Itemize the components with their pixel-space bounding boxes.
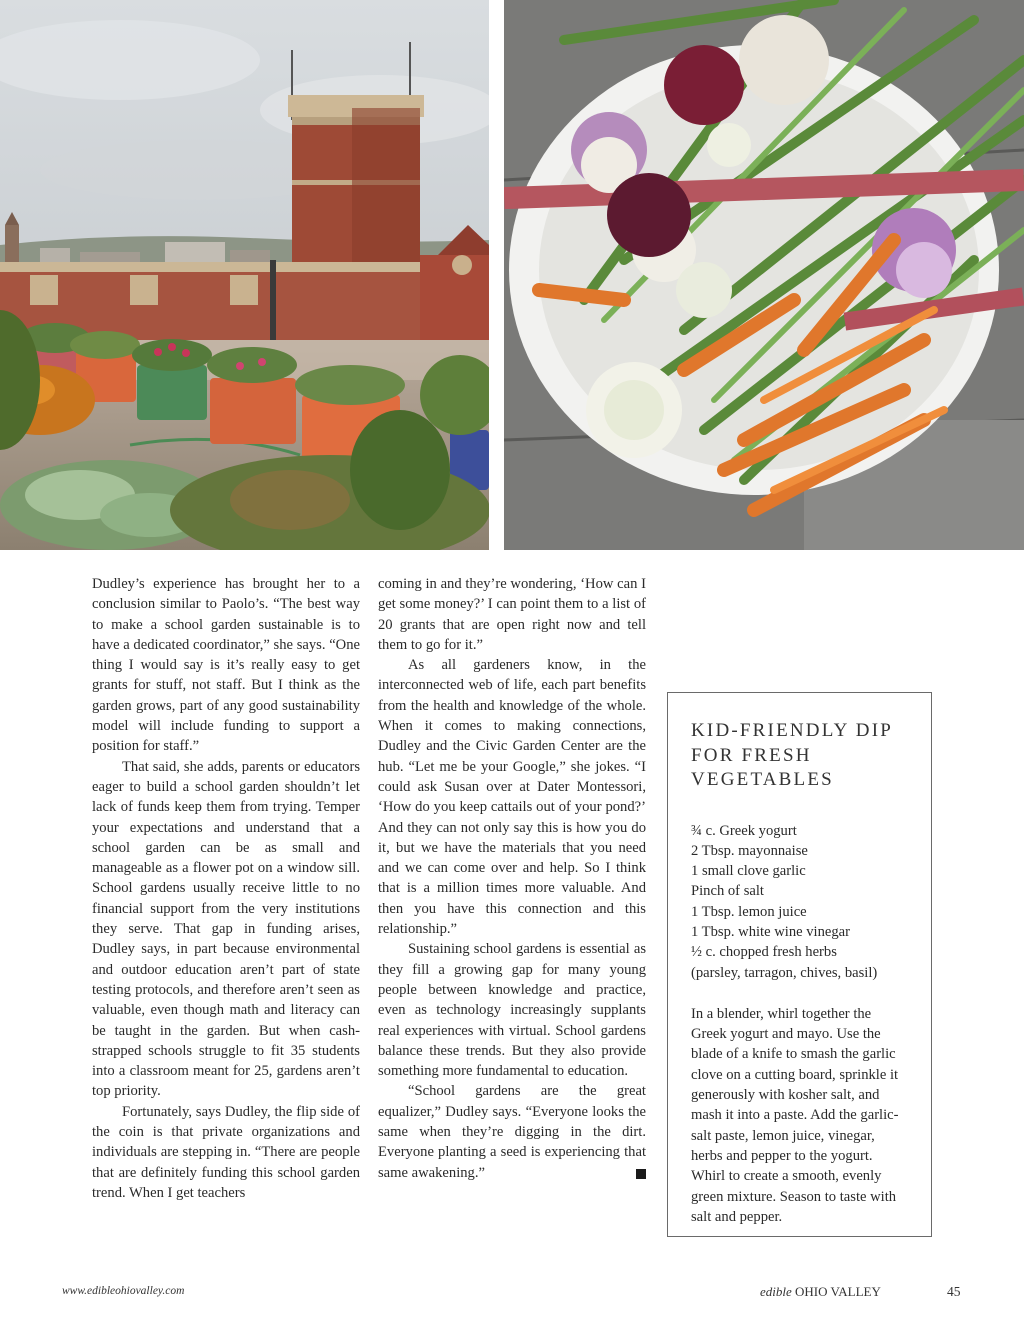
footer-magazine-edible: edible: [760, 1284, 792, 1299]
footer-magazine-region: OHIO VALLEY: [795, 1284, 881, 1299]
rooftop-garden-photo: [0, 0, 489, 550]
end-mark-icon: [636, 1169, 646, 1179]
article-paragraph: Dudley’s experience has brought her to a conclusion similar to Paolo’s. “The best way to make a school garden sustainable is to have a dedicated coordinator,” she says. “One thing I would say is it’s really easy to get grants for stuff, not staff. But I think as the garden grows, part of any good sustainability model will include funding to support a position for staff.”: [92, 576, 360, 755]
ingredient-item: ½ c. chopped fresh herbs: [691, 944, 837, 961]
vegetable-bowl-illustration: [504, 0, 1024, 550]
article-paragraph: Fortunately, says Dudley, the flip side of the coin is that private organizations and individuals are stepping in. “There are people that are definitely funding this school garden trend. When I get teachers: [92, 1103, 360, 1201]
footer-url: www.edibleohiovalley.com: [62, 1285, 185, 1297]
page-number: 45: [947, 1284, 961, 1299]
vegetable-bowl-photo: [504, 0, 1024, 550]
article-column-1: [92, 574, 360, 1203]
ingredient-item: 1 Tbsp. white wine vinegar: [691, 923, 851, 940]
recipe-directions: In a blender, whirl together the Greek yogurt and mayo. Use the blade of a knife to smash the garlic clove on a cutting board, sprinkle it generously with kosher salt, and mash it into a paste. Add the garlic-salt paste, lemon juice, vinegar, herbs and pepper to the yogurt. Whirl to create a smooth, evenly green mixture. Season to taste with salt and pepper.: [691, 1005, 899, 1225]
recipe-box: [667, 692, 932, 1237]
ingredient-item: 1 Tbsp. lemon juice: [691, 903, 807, 920]
ingredient-item: Pinch of salt: [691, 883, 764, 900]
article-column-2: [378, 574, 646, 1183]
article-paragraph-text: “School gardens are the great equalizer,” Dudley says. “Everyone looks the same when they’re digging in the dirt. Everyone planting a seed is experiencing that same awakening.”: [378, 1083, 646, 1181]
article-paragraph-last: [378, 1081, 646, 1182]
rooftop-garden-illustration: [0, 0, 489, 550]
footer-magazine-name: [760, 1284, 881, 1300]
article-paragraph: coming in and they’re wondering, ‘How can I get some money?’ I can point them to a list of 20 grants that are open right now and tell them to go for it.”: [378, 576, 646, 653]
ingredient-item: ¾ c. Greek yogurt: [691, 822, 797, 839]
article-paragraph: Sustaining school gardens is essential as they fill a growing gap for many young people between knowledge and practice, even as technology increasingly supplants real experiences with virtual. School gardens balance these trends. But they also provide something more fundamental to education.: [378, 941, 646, 1080]
ingredient-list: [691, 821, 909, 983]
ingredient-item: 2 Tbsp. mayonnaise: [691, 842, 808, 859]
article-paragraph: As all gardeners know, in the interconnected web of life, each part benefits from the health and knowledge of the whole. When it comes to making connections, Dudley and the Civic Garden Center are the hub. “Let me be your Google,” she jokes. “I could ask Susan over at Dater Montessori, ‘How do you keep cattails out of your pond?’ And they can not only say this is how you do it, but we have the materials that you need and we can come over and help. So I think that is a million times more valuable. And then you have this connection and this relationship.”: [378, 657, 646, 938]
ingredient-item: 1 small clove garlic: [691, 863, 806, 880]
ingredient-item: (parsley, tarragon, chives, basil): [691, 964, 878, 981]
recipe-title: KID-FRIENDLY DIP FOR FRESH VEGETABLES: [691, 720, 893, 790]
article-paragraph: That said, she adds, parents or educators eager to build a school garden shouldn’t let lack of funds keep them from trying. Temper your expectations and understand that a school garden can be as small and manageable as a flower pot on a window sill. School gardens usually receive little to no financial support from the very institutions they serve. That gap in funding arises, Dudley says, in part because environmental and outdoor education aren’t part of state testing protocols, and therefore aren’t seen as valuable, even though math and literacy can be taught in the garden. But when cash-strapped schools struggle to fit 35 students into a classroom meant for 25, gardens aren’t top priority.: [92, 758, 360, 1100]
